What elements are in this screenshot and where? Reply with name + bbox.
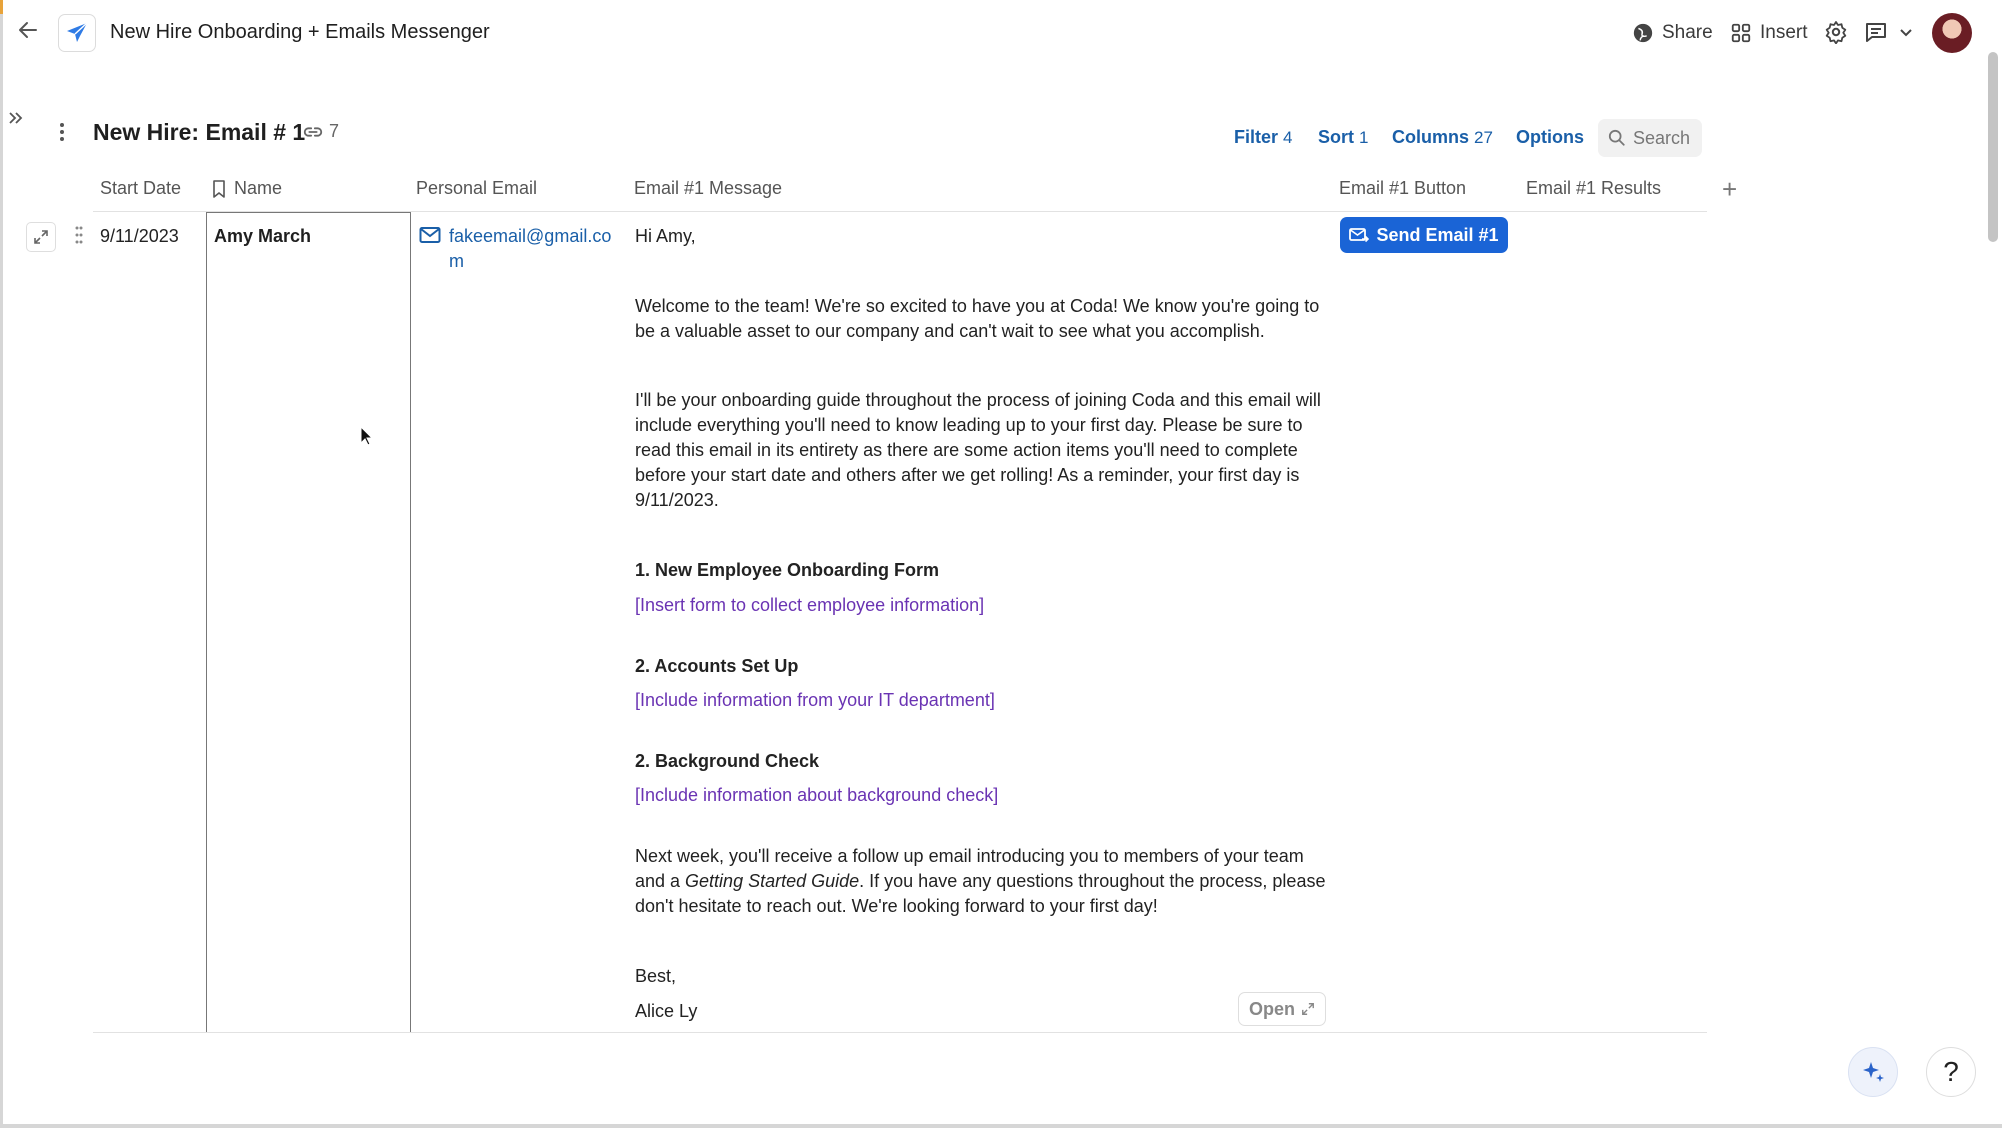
message-closing: Best, [635,966,677,986]
message-section-2-body: [Include information from your IT department] [635,690,995,710]
message-section-1-body: [Insert form to collect employee information] [635,595,985,615]
filter-button[interactable]: Filter 4 [1234,127,1293,147]
chevron-down-icon[interactable] [1898,24,1914,40]
share-button[interactable] [1632,16,1713,50]
message-signature: Alice Ly [635,1001,698,1021]
getting-started-guide: Getting Started Guide [685,871,860,891]
add-column-button[interactable]: + [1722,174,1738,204]
insert-button[interactable] [1730,16,1808,50]
sort-button[interactable]: Sort 1 [1318,127,1369,147]
message-section-1-title: 1. New Employee Onboarding Form [635,560,940,580]
message-greeting: Hi Amy, [635,226,696,246]
expand-icon [1301,1002,1315,1016]
message-section-3-body: [Include information about background check] [635,785,999,805]
gear-icon[interactable] [1824,20,1850,46]
message-paragraph-2: I'll be your onboarding guide throughout the process of joining Coda and this email will include everything you'll need to know leading up to your first day. Please be sure to read this email in its entirety as there are some action items you'll need to complete before your start date and others after we get rolling! As a reminder, your first day is 9/11/2023. [635,390,1321,510]
send-mail-icon [1349,227,1369,243]
column-header-name[interactable]: Name [212,178,282,199]
column-header-email-message[interactable]: Email #1 Message [634,178,783,198]
cell-personal-email[interactable]: fakeemail@gmail.com [449,226,612,271]
top-bar [0,0,2002,68]
comment-icon[interactable] [1864,20,1890,46]
message-paragraph-1: Welcome to the team! We're so excited to have you at Coda! We know you're going to be a valuable asset to our company and can't wait to see what you accomplish. [635,296,1320,341]
column-header-start-date[interactable]: Start Date [100,178,182,198]
share-label: Share [1662,22,1713,43]
link-count-value: 7 [329,121,340,141]
message-section-3-title: 2. Background Check [635,751,820,771]
ai-sparkle-button[interactable] [1848,1047,1898,1097]
mail-icon [419,226,441,244]
doc-icon[interactable] [58,14,96,52]
cell-start-date[interactable]: 9/11/2023 [100,226,179,246]
column-header-email-button[interactable]: Email #1 Button [1339,178,1467,198]
message-paragraph-3: Next week, you'll receive a follow up email introducing you to members of your team and a Getting Started Guide. If you have any questions throughout the process, please don't hesitate to reach out. We're looking forward to your first day! [635,846,1326,916]
send-email-button[interactable]: Send Email #1 [1340,217,1508,253]
column-header-email-results[interactable]: Email #1 Results [1526,178,1662,198]
cell-name[interactable]: Amy March [214,226,312,246]
search-icon [1608,129,1626,147]
doc-title[interactable]: New Hire Onboarding + Emails Messenger [110,21,490,43]
search-input[interactable] [1598,119,1702,157]
mouse-cursor-icon [360,426,374,446]
avatar[interactable] [1932,13,1972,53]
drag-handle-icon[interactable] [74,224,86,246]
options-button[interactable]: Options [1516,127,1584,147]
back-arrow-icon[interactable] [16,18,46,48]
table-title[interactable]: New Hire: Email # 1 [93,119,306,145]
insert-grid-icon [1730,22,1752,44]
insert-label: Insert [1760,22,1808,43]
message-section-2-title: 2. Accounts Set Up [635,656,799,676]
columns-button[interactable]: Columns 27 [1392,127,1493,147]
help-button[interactable]: ? [1926,1047,1976,1097]
table-menu-icon[interactable] [58,120,70,146]
search-placeholder: Search [1633,127,1691,148]
share-globe-icon [1632,22,1654,44]
vertical-scrollbar[interactable] [1988,52,1998,242]
open-message-button[interactable]: Open [1238,992,1326,1026]
bookmark-icon [212,180,226,198]
row-expand-icon[interactable] [26,222,56,252]
name-cell-selected[interactable] [206,212,411,1033]
expand-sidebar-icon[interactable] [6,108,28,136]
column-header-personal-email[interactable]: Personal Email [416,178,538,198]
sparkle-icon [1860,1059,1886,1085]
link-icon [302,124,324,140]
linked-count[interactable] [302,121,339,142]
